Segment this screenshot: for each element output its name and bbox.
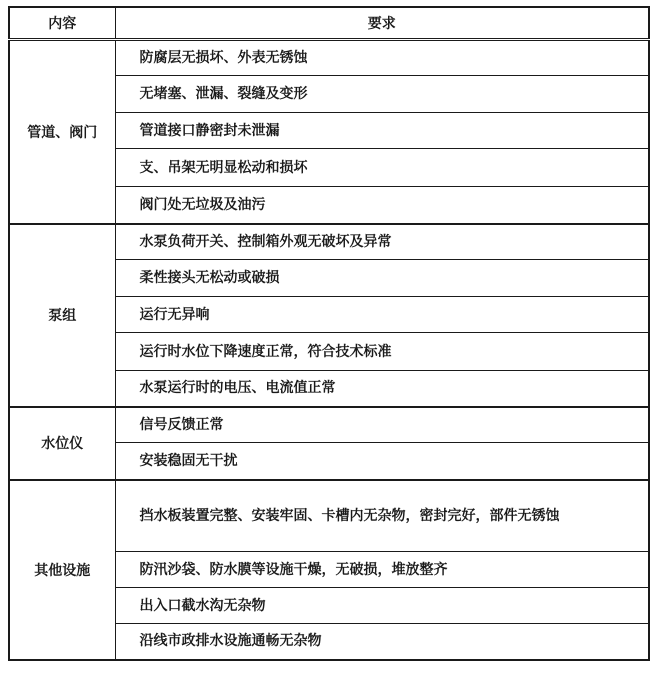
table-row <box>9 480 649 552</box>
requirement-item: 运行时水位下降速度正常，符合技术标准 <box>115 333 649 371</box>
table-row <box>9 40 649 76</box>
requirement-item: 阀门处无垃圾及油污 <box>115 187 649 224</box>
category-pump-set: 泵组 <box>9 224 115 407</box>
requirement-item: 挡水板装置完整、安装牢固、卡槽内无杂物，密封完好，部件无锈蚀 <box>115 480 649 552</box>
table-row <box>9 407 649 443</box>
requirement-item: 出入口截水沟无杂物 <box>115 588 649 624</box>
requirement-item: 无堵塞、泄漏、裂缝及变形 <box>115 76 649 113</box>
category-other-facilities: 其他设施 <box>9 480 115 660</box>
requirement-item: 防汛沙袋、防水膜等设施干燥，无破损，堆放整齐 <box>115 552 649 588</box>
requirement-item: 水泵运行时的电压、电流值正常 <box>115 371 649 407</box>
requirement-item: 运行无异响 <box>115 297 649 333</box>
requirement-item: 防腐层无损坏、外表无锈蚀 <box>115 40 649 76</box>
header-requirements: 要求 <box>115 7 649 40</box>
requirement-item: 柔性接头无松动或破损 <box>115 260 649 297</box>
table-header-row <box>9 7 649 40</box>
category-water-level-meter: 水位仪 <box>9 407 115 480</box>
category-pipes-valves: 管道、阀门 <box>9 40 115 224</box>
requirement-item: 安装稳固无干扰 <box>115 443 649 480</box>
requirement-item: 水泵负荷开关、控制箱外观无破坏及异常 <box>115 224 649 260</box>
table-row <box>9 224 649 260</box>
requirement-item: 支、吊架无明显松动和损坏 <box>115 149 649 187</box>
requirement-item: 信号反馈正常 <box>115 407 649 443</box>
header-content: 内容 <box>9 7 115 40</box>
requirement-item: 沿线市政排水设施通畅无杂物 <box>115 624 649 660</box>
requirements-table <box>8 6 650 661</box>
requirement-item: 管道接口静密封未泄漏 <box>115 113 649 149</box>
